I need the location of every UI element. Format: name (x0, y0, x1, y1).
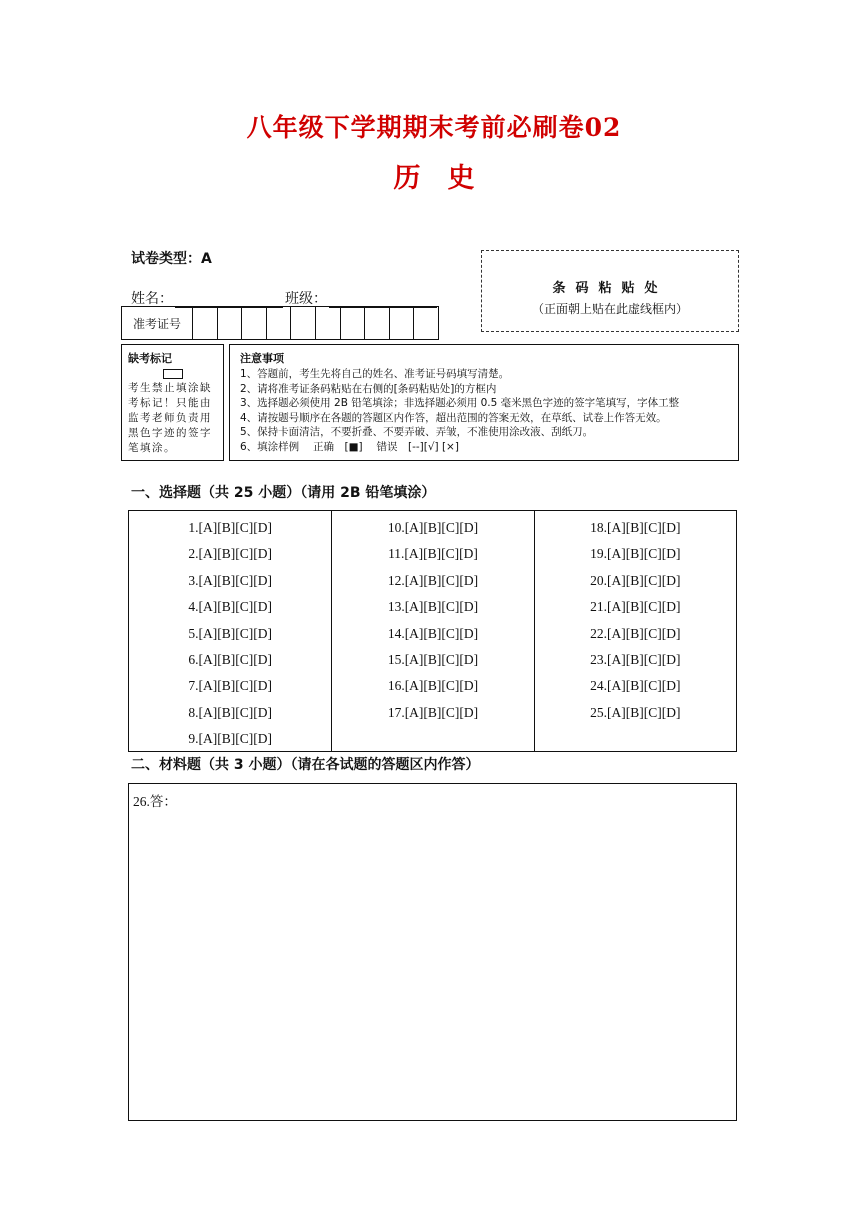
notice-item: 4、请按题号顺序在各题的答题区内作答，超出范围的答案无效，在草纸、试卷上作答无效。 (240, 411, 667, 424)
choice-item[interactable]: 11.[A][B][C][D] (388, 546, 478, 562)
class-label: 班级： (285, 291, 327, 307)
absent-mark-bubble[interactable] (163, 369, 183, 379)
choice-item[interactable]: 17.[A][B][C][D] (387, 704, 479, 720)
exam-title: 八年级下学期期末考前必刷卷02 (246, 113, 622, 142)
barcode-note: （正面朝上贴在此虚线框内） (531, 302, 688, 316)
section-heading-choice: 一、选择题（共 25 小题）（请用 2B 铅笔填涂） (131, 485, 436, 501)
answer-area-26[interactable] (128, 783, 737, 1121)
choice-item[interactable]: 1.[A][B][C][D] (188, 520, 272, 535)
name-label: 姓名： (131, 291, 173, 307)
answer-label: 26.答： (133, 794, 177, 809)
choice-item[interactable]: 10.[A][B][C][D] (387, 520, 479, 535)
absent-mark-box (121, 344, 224, 461)
barcode-title: 条码粘贴处 (552, 281, 668, 296)
subject-title: 历 史 (393, 163, 475, 194)
ticket-digit-cell[interactable] (267, 307, 292, 339)
choice-column (129, 511, 331, 751)
ticket-number-cells (193, 307, 438, 339)
ticket-digit-cell[interactable] (218, 307, 243, 339)
choice-item[interactable]: 25.[A][B][C][D] (590, 704, 681, 720)
choice-item[interactable]: 4.[A][B][C][D] (188, 599, 272, 615)
choice-item[interactable]: 13.[A][B][C][D] (387, 599, 479, 615)
ticket-number-label: 准考证号 (122, 307, 193, 339)
ticket-digit-cell[interactable] (390, 307, 415, 339)
ticket-digit-cell[interactable] (242, 307, 267, 339)
ticket-digit-cell[interactable] (341, 307, 366, 339)
choice-column (331, 511, 533, 751)
notice-box (229, 344, 739, 461)
barcode-area (481, 250, 739, 332)
ticket-digit-cell[interactable] (414, 307, 438, 339)
ticket-digit-cell[interactable] (365, 307, 390, 339)
choice-item[interactable]: 21.[A][B][C][D] (590, 599, 681, 615)
choice-item[interactable]: 6.[A][B][C][D] (188, 651, 272, 667)
choice-item[interactable]: 12.[A][B][C][D] (387, 572, 479, 588)
absent-mark-title: 缺考标记 (128, 352, 172, 365)
absent-mark-text: 考生禁止填涂缺考标记！只能由监考老师负责用黑色字迹的签字笔填涂。 (128, 382, 212, 454)
choice-item[interactable]: 24.[A][B][C][D] (590, 678, 681, 694)
ticket-digit-cell[interactable] (316, 307, 341, 339)
choice-item[interactable]: 7.[A][B][C][D] (188, 678, 272, 694)
choice-item[interactable]: 16.[A][B][C][D] (387, 678, 479, 694)
choice-item[interactable]: 23.[A][B][C][D] (590, 651, 681, 667)
notice-item: 3、选择题必须使用 2B 铅笔填涂；非选择题必须用 0.5 毫米黑色字迹的签字笔填写，字体工整 (240, 397, 680, 409)
notice-item: 2、请将准考证条码粘贴在右侧的[条码粘贴处]的方框内 (240, 382, 497, 395)
notice-title: 注意事项 (240, 352, 284, 365)
choice-item[interactable]: 18.[A][B][C][D] (590, 520, 681, 535)
choice-item[interactable]: 19.[A][B][C][D] (590, 546, 681, 562)
multiple-choice-grid (128, 510, 737, 752)
choice-item[interactable]: 8.[A][B][C][D] (188, 704, 272, 720)
name-class-line (131, 288, 439, 308)
notice-item: 5、保持卡面清洁，不要折叠、不要弄破、弄皱，不准使用涂改液、刮纸刀。 (240, 426, 594, 438)
ticket-digit-cell[interactable] (193, 307, 218, 339)
notice-item: 1、答题前，考生先将自己的姓名、准考证号码填写清楚。 (240, 368, 510, 380)
notice-item: 6、填涂样例 正确 [■] 错误 [--][√] [×] (240, 440, 459, 453)
choice-item[interactable]: 22.[A][B][C][D] (590, 625, 681, 641)
choice-item[interactable]: 20.[A][B][C][D] (590, 572, 681, 588)
choice-item[interactable]: 9.[A][B][C][D] (188, 731, 272, 747)
choice-column (534, 511, 736, 751)
ticket-digit-cell[interactable] (291, 307, 316, 339)
paper-type-label: 试卷类型：A (131, 251, 212, 267)
choice-item[interactable]: 2.[A][B][C][D] (188, 546, 272, 562)
choice-item[interactable]: 14.[A][B][C][D] (387, 625, 479, 641)
choice-item[interactable]: 3.[A][B][C][D] (188, 572, 272, 588)
choice-item[interactable]: 5.[A][B][C][D] (188, 625, 272, 641)
ticket-number-box (121, 306, 439, 340)
choice-item[interactable]: 15.[A][B][C][D] (387, 651, 479, 667)
section-heading-material: 二、材料题（共 3 小题）（请在各试题的答题区内作答） (131, 757, 480, 773)
